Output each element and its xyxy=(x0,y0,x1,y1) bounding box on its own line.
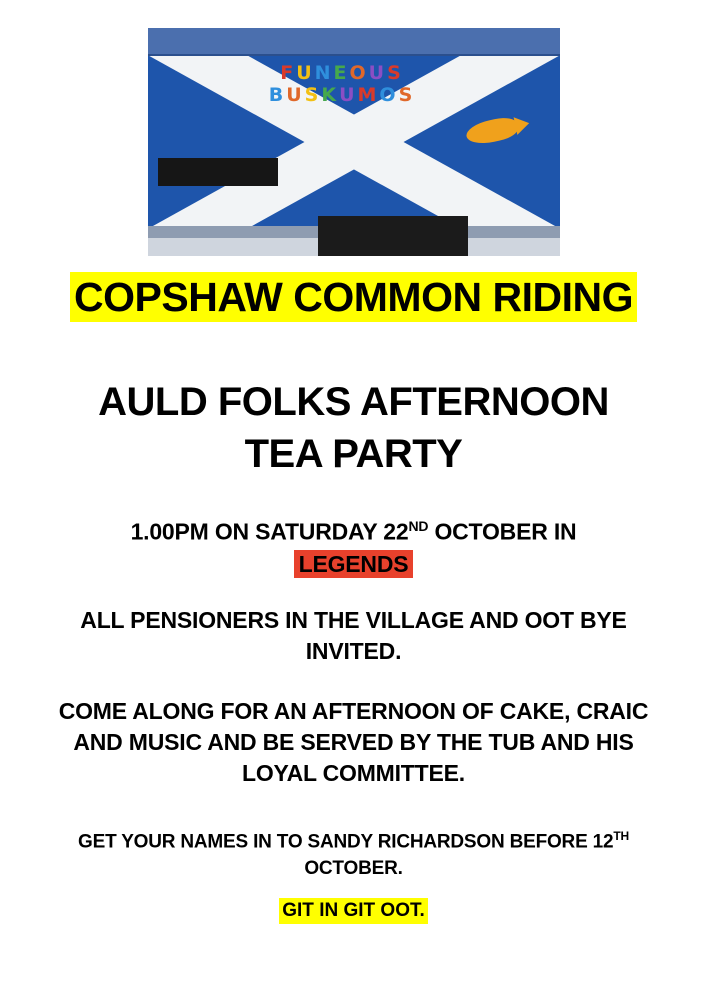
banner-letter: U xyxy=(296,62,313,84)
banner-letter: S xyxy=(387,62,402,84)
photo-top-band xyxy=(148,28,560,56)
flag-background xyxy=(148,28,560,256)
banner-letter: U xyxy=(339,84,356,106)
saltire-flag-photo xyxy=(148,28,560,256)
photo-dark-panel-left xyxy=(158,158,278,186)
poster-title xyxy=(44,272,663,322)
banner-letter: S xyxy=(304,84,320,106)
invitation-text: ALL PENSIONERS IN THE VILLAGE AND OOT BYE INVITED. xyxy=(80,607,627,664)
banner-letter: O xyxy=(349,62,367,84)
banner-letter: O xyxy=(379,84,397,106)
signup-suffix: OCTOBER. xyxy=(304,858,403,880)
poster-title-text: COPSHAW COMMON RIDING xyxy=(70,272,637,322)
closing-line xyxy=(40,898,667,924)
when-ordinal: ND xyxy=(408,518,429,534)
banner-letter: U xyxy=(286,84,303,106)
banner-letter: B xyxy=(268,84,285,106)
signup-prefix: GET YOUR NAMES IN TO SANDY RICHARDSON BEFORE 12 xyxy=(78,831,614,853)
fish-icon xyxy=(464,115,519,147)
poster-headline xyxy=(40,376,667,480)
banner-letter: U xyxy=(368,62,386,84)
banner-letter: N xyxy=(314,62,332,84)
banner-letter: F xyxy=(280,62,295,84)
headline-line-2: TEA PARTY xyxy=(244,432,463,476)
signup-text xyxy=(40,823,667,882)
signup-ordinal: TH xyxy=(613,829,629,843)
headline-line-1: AULD FOLKS AFTERNOON xyxy=(98,380,609,424)
venue-name: LEGENDS xyxy=(294,550,414,578)
event-when xyxy=(40,510,667,580)
banner-letter: K xyxy=(321,84,338,106)
banner-letter: S xyxy=(398,84,414,106)
when-suffix: OCTOBER IN xyxy=(428,518,577,545)
banner-lettering xyxy=(246,62,436,106)
banner-letter: E xyxy=(333,62,348,84)
photo-dark-panel-centre xyxy=(318,216,468,256)
banner-letter: M xyxy=(357,84,378,106)
closing-text: GIT IN GIT OOT. xyxy=(279,898,428,924)
when-prefix: 1.00PM ON SATURDAY 22 xyxy=(130,518,409,545)
description-text: COME ALONG FOR AN AFTERNOON OF CAKE, CRAIC AND MUSIC AND BE SERVED BY THE TUB AND HIS LOYAL COMMITTEE. xyxy=(58,698,649,786)
